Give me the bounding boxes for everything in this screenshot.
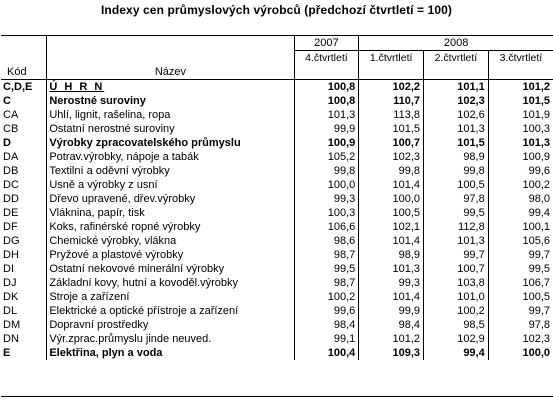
index-value: 98,9 <box>424 150 489 164</box>
index-value: 99,8 <box>359 164 424 178</box>
row-code: C <box>3 94 11 107</box>
index-value: 102,3 <box>359 150 424 164</box>
index-value: 101,5 <box>488 94 553 108</box>
index-value: 101,3 <box>359 262 424 276</box>
table-row <box>1 304 553 318</box>
row-code: E <box>3 346 11 359</box>
header-spacer <box>47 51 294 66</box>
index-value: 106,7 <box>488 276 553 290</box>
row-code: CB <box>3 122 19 135</box>
index-value: 102,9 <box>424 332 489 346</box>
index-value: 113,8 <box>359 108 424 122</box>
row-code: DF <box>3 220 18 233</box>
index-value: 99,5 <box>424 206 489 220</box>
table-row <box>1 262 553 276</box>
row-name <box>47 192 294 206</box>
row-name-text: Koks, rafinérské ropné výrobky <box>49 220 201 233</box>
row-code: DN <box>3 332 19 345</box>
index-value: 112,8 <box>424 220 489 234</box>
index-value: 100,0 <box>359 192 424 206</box>
row-code: CA <box>3 108 19 121</box>
index-value: 98,7 <box>294 276 359 290</box>
index-value: 101,3 <box>424 122 489 136</box>
row-name <box>47 290 294 304</box>
index-value: 100,8 <box>294 94 359 108</box>
row-name-text: Základní kovy, hutní a kovoděl.výrobky <box>49 276 239 289</box>
index-value: 101,3 <box>294 108 359 122</box>
index-value: 110,7 <box>359 94 424 108</box>
row-name-text: Pryžové a plastové výrobky <box>49 248 184 261</box>
row-code: DC <box>3 178 19 191</box>
index-value: 99,1 <box>294 332 359 346</box>
header-spacer <box>294 65 359 80</box>
index-value: 100,1 <box>488 220 553 234</box>
index-value: 100,5 <box>424 178 489 192</box>
index-value: 105,6 <box>488 234 553 248</box>
row-name-text: Ú H R N <box>49 80 105 93</box>
table-bottom-rule <box>1 396 553 397</box>
row-code: DH <box>3 248 19 261</box>
row-code: DL <box>3 304 18 317</box>
index-value: 99,6 <box>488 164 553 178</box>
row-name-text: Ostatní nerostné suroviny <box>49 122 175 135</box>
index-value: 98,0 <box>488 192 553 206</box>
index-value: 100,0 <box>488 346 553 360</box>
index-value: 98,4 <box>294 318 359 332</box>
index-value: 102,6 <box>424 108 489 122</box>
period-header: 2.čtvrtletí <box>424 51 489 66</box>
index-value: 99,5 <box>294 262 359 276</box>
index-value: 98,4 <box>359 318 424 332</box>
row-name <box>47 346 294 360</box>
header-spacer <box>488 65 553 80</box>
row-name-text: Potrav.výrobky, nápoje a tabák <box>49 150 199 163</box>
index-value: 101,3 <box>424 234 489 248</box>
row-name <box>47 136 294 150</box>
index-value: 102,3 <box>488 332 553 346</box>
row-name-text: Dřevo upravené, dřev.výrobky <box>49 192 196 205</box>
row-name <box>47 94 294 108</box>
row-name <box>47 80 294 95</box>
index-value: 101,9 <box>488 108 553 122</box>
index-value: 99,7 <box>424 248 489 262</box>
table-row <box>1 220 553 234</box>
period-header: 3.čtvrtletí <box>488 51 553 66</box>
header-row-years <box>1 36 553 51</box>
year-2007-header: 2007 <box>294 36 359 51</box>
index-value: 106,6 <box>294 220 359 234</box>
table-row <box>1 94 553 108</box>
row-name-text: Stroje a zařízení <box>49 290 130 303</box>
index-value: 99,6 <box>294 304 359 318</box>
index-value: 99,3 <box>294 192 359 206</box>
index-value: 98,7 <box>294 248 359 262</box>
row-code: DA <box>3 150 19 163</box>
table-row <box>1 332 553 346</box>
table-row <box>1 318 553 332</box>
index-value: 97,8 <box>488 318 553 332</box>
table-row <box>1 290 553 304</box>
row-code: DD <box>3 192 19 205</box>
row-name <box>47 276 294 290</box>
row-name <box>47 150 294 164</box>
index-value: 99,3 <box>359 276 424 290</box>
row-name-text: Elektrické a optické přístroje a zařízení <box>49 304 239 317</box>
index-value: 97,8 <box>424 192 489 206</box>
row-name <box>47 122 294 136</box>
table-row <box>1 248 553 262</box>
table-row <box>1 122 553 136</box>
table-row <box>1 80 553 95</box>
row-name-text: Nerostné suroviny <box>49 94 146 107</box>
row-name-text: Výrobky zpracovatelského průmyslu <box>49 136 241 149</box>
index-value: 102,1 <box>359 220 424 234</box>
index-value: 101,5 <box>359 122 424 136</box>
index-value: 100,2 <box>294 290 359 304</box>
index-value: 102,3 <box>424 94 489 108</box>
index-value: 100,0 <box>294 178 359 192</box>
row-name-text: Uhlí, lignit, rašelina, ropa <box>49 108 171 121</box>
index-value: 100,5 <box>488 290 553 304</box>
index-value: 101,0 <box>424 290 489 304</box>
row-name <box>47 178 294 192</box>
row-name-text: Usně a výrobky z usní <box>49 178 158 191</box>
index-value: 100,5 <box>359 206 424 220</box>
row-name <box>47 108 294 122</box>
index-value: 100,9 <box>294 136 359 150</box>
index-value: 100,4 <box>294 346 359 360</box>
table-row <box>1 164 553 178</box>
header-spacer <box>1 36 47 51</box>
index-value: 99,9 <box>359 304 424 318</box>
index-value: 105,2 <box>294 150 359 164</box>
row-name-text: Textilní a oděvní výrobky <box>49 164 170 177</box>
index-value: 109,3 <box>359 346 424 360</box>
row-code: DE <box>3 206 19 219</box>
period-header: 4.čtvrtletí <box>294 51 359 66</box>
name-column-header: Název <box>47 65 294 80</box>
row-name <box>47 234 294 248</box>
row-name <box>47 206 294 220</box>
index-value: 101,1 <box>424 80 489 95</box>
table-row <box>1 276 553 290</box>
header-spacer <box>424 65 489 80</box>
row-code: D <box>3 136 11 149</box>
index-value: 100,2 <box>424 304 489 318</box>
year-2008-header: 2008 <box>359 36 553 51</box>
header-spacer <box>1 51 47 66</box>
row-name-text: Vláknina, papír, tisk <box>49 206 145 219</box>
code-column-header: Kód <box>1 65 47 80</box>
row-name-text: Dopravní prostředky <box>49 318 149 331</box>
row-name-text: Elektřina, plyn a voda <box>49 346 163 359</box>
index-value: 99,7 <box>488 304 553 318</box>
index-value: 101,4 <box>359 234 424 248</box>
index-value: 99,8 <box>294 164 359 178</box>
index-value: 101,2 <box>359 332 424 346</box>
index-value: 100,9 <box>488 150 553 164</box>
header-row-labels <box>1 65 553 80</box>
table-row <box>1 346 553 360</box>
index-value: 100,3 <box>488 122 553 136</box>
index-value: 100,7 <box>359 136 424 150</box>
row-name-text: Výr.zprac.průmyslu jinde neuved. <box>49 332 212 345</box>
index-value: 99,4 <box>424 346 489 360</box>
row-code: C,D,E <box>3 80 33 93</box>
index-value: 99,5 <box>488 262 553 276</box>
table-row <box>1 150 553 164</box>
index-value: 99,7 <box>488 248 553 262</box>
index-value: 101,4 <box>359 290 424 304</box>
index-value: 101,4 <box>359 178 424 192</box>
row-code: DB <box>3 164 19 177</box>
index-value: 101,5 <box>424 136 489 150</box>
index-value: 99,8 <box>424 164 489 178</box>
index-value: 98,9 <box>359 248 424 262</box>
index-value: 103,8 <box>424 276 489 290</box>
row-name <box>47 318 294 332</box>
header-spacer <box>359 65 424 80</box>
price-index-table <box>1 35 553 360</box>
index-value: 99,4 <box>488 206 553 220</box>
row-name-text: Ostatní nekovové minerální výrobky <box>49 262 225 275</box>
table-title: Indexy cen průmyslových výrobců (předchozí čtvrtletí = 100) <box>100 3 453 17</box>
table-row <box>1 178 553 192</box>
row-name-text: Chemické výrobky, vlákna <box>49 234 177 247</box>
row-name <box>47 304 294 318</box>
row-name <box>47 332 294 346</box>
header-spacer <box>47 36 294 51</box>
index-value: 100,3 <box>294 206 359 220</box>
row-name <box>47 262 294 276</box>
index-value: 102,2 <box>359 80 424 95</box>
header-row-periods <box>1 51 553 66</box>
table-row <box>1 136 553 150</box>
row-code: DG <box>3 234 20 247</box>
row-name <box>47 248 294 262</box>
index-value: 101,3 <box>488 136 553 150</box>
table-row <box>1 206 553 220</box>
table-row <box>1 192 553 206</box>
row-name <box>47 164 294 178</box>
period-header: 1.čtvrtletí <box>359 51 424 66</box>
row-code: DI <box>3 262 14 275</box>
table-row <box>1 234 553 248</box>
row-name <box>47 220 294 234</box>
index-value: 99,9 <box>294 122 359 136</box>
index-value: 98,5 <box>424 318 489 332</box>
row-code: DK <box>3 290 19 303</box>
index-value: 98,6 <box>294 234 359 248</box>
index-value: 100,7 <box>424 262 489 276</box>
table-row <box>1 108 553 122</box>
row-code: DM <box>3 318 21 331</box>
row-code: DJ <box>3 276 17 289</box>
index-value: 100,2 <box>488 178 553 192</box>
index-value: 101,2 <box>488 80 553 95</box>
index-value: 100,8 <box>294 80 359 95</box>
